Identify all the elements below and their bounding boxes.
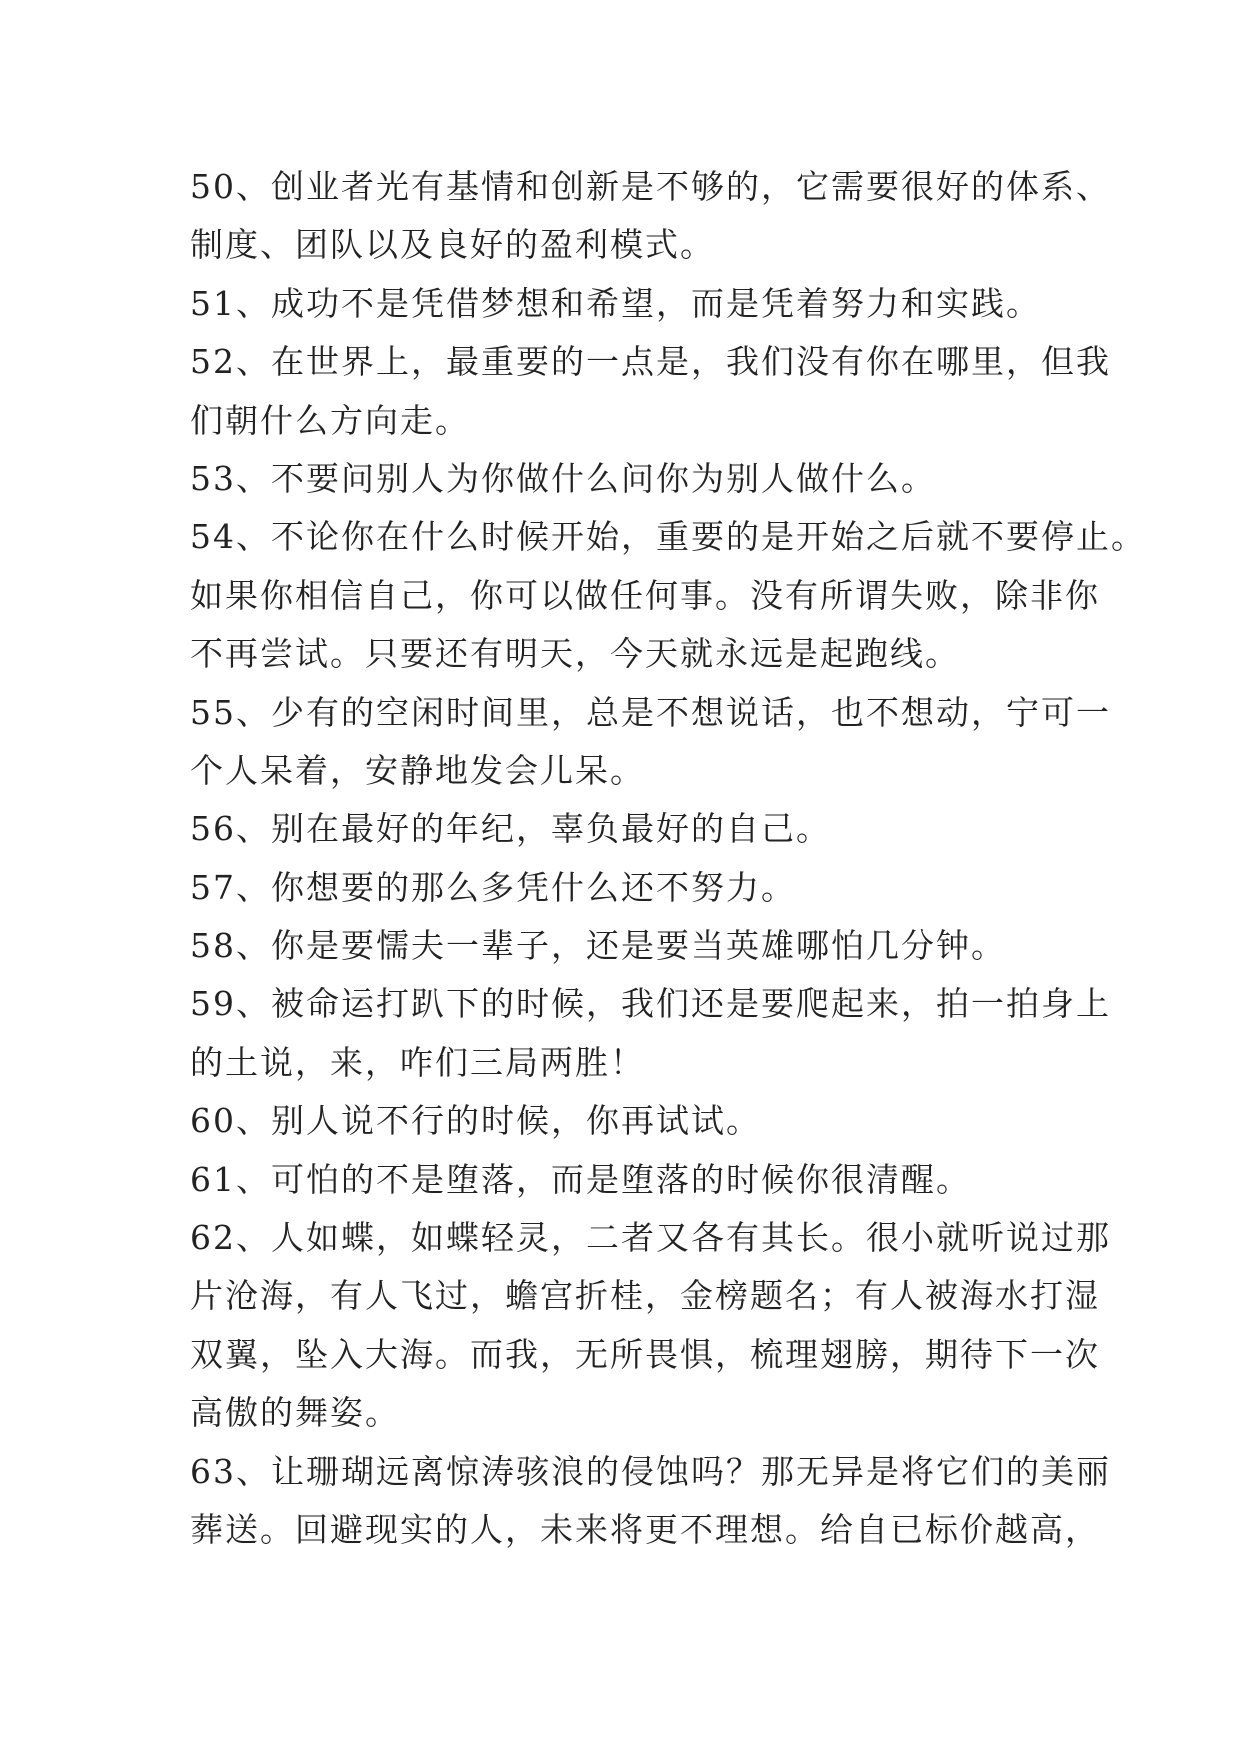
- text-line: 60、别人说不行的时候，你再试试。: [190, 1101, 761, 1141]
- text-line: 50、创业者光有基情和创新是不够的，它需要很好的体系、: [190, 167, 1111, 206]
- text-line: 56、别在最好的年纪，辜负最好的自己。: [190, 809, 831, 849]
- text-line: 54、不论你在什么时候开始，重要的是开始之后就不要停止。: [190, 517, 1146, 557]
- text-line: 57、你想要的那么多凭什么还不努力。: [190, 867, 796, 907]
- text-line: 55、少有的空闲时间里，总是不想说话，也不想动，宁可一: [190, 692, 1111, 732]
- text-line: 不再尝试。只要还有明天，今天就永远是起跑线。: [190, 634, 960, 674]
- text-line: 59、被命运打趴下的时候，我们还是要爬起来，拍一拍身上: [190, 984, 1111, 1024]
- text-line: 双翼，坠入大海。而我，无所畏惧，梳理翅膀，期待下一次: [190, 1334, 1100, 1374]
- text-line: 高傲的舞姿。: [190, 1393, 400, 1433]
- text-line: 葬送。回避现实的人，未来将更不理想。给自已标价越高，: [190, 1509, 1100, 1549]
- text-line: 63、让珊瑚远离惊涛骇浪的侵蚀吗？那无异是将它们的美丽: [190, 1451, 1111, 1491]
- text-line: 们朝什么方向走。: [190, 400, 470, 440]
- text-line: 62、人如蝶，如蝶轻灵，二者又各有其长。很小就听说过那: [190, 1218, 1111, 1258]
- text-line: 51、成功不是凭借梦想和希望，而是凭着努力和实践。: [190, 283, 1041, 323]
- text-line: 53、不要问别人为你做什么问你为别人做什么。: [190, 458, 936, 498]
- text-line: 52、在世界上，最重要的一点是，我们没有你在哪里，但我: [190, 342, 1111, 382]
- text-line: 58、你是要懦夫一辈子，还是要当英雄哪怕几分钟。: [190, 926, 1006, 966]
- document-body: [190, 158, 1146, 1559]
- text-line: 制度、团队以及良好的盈利模式。: [190, 225, 715, 265]
- text-line: 个人呆着，安静地发会儿呆。: [190, 750, 645, 790]
- text-line: 的土说，来，咋们三局两胜！: [190, 1042, 645, 1082]
- text-line: 片沧海，有人飞过，蟾宫折桂，金榜题名；有人被海水打湿: [190, 1276, 1100, 1316]
- text-line: 61、可怕的不是堕落，而是堕落的时候你很清醒。: [190, 1159, 971, 1199]
- text-line: 如果你相信自己，你可以做任何事。没有所谓失败，除非你: [190, 575, 1100, 615]
